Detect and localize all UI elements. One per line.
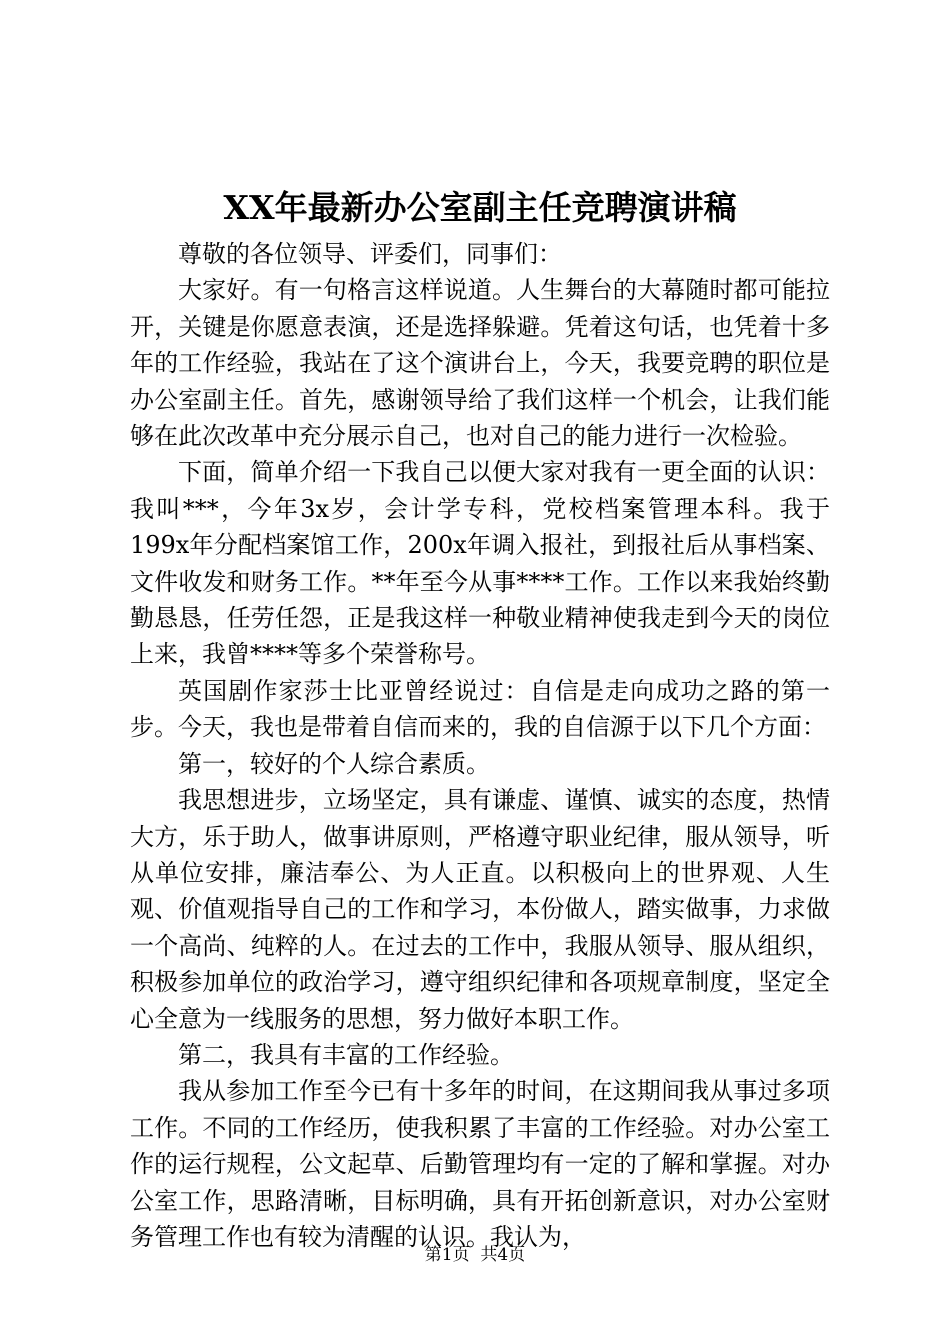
document-title: XX年最新办公室副主任竞聘演讲稿 <box>223 188 737 227</box>
document-body <box>130 236 830 1255</box>
page-number-footer: 第1页 共4页 <box>424 1245 526 1265</box>
paragraph-opening: 大家好。有一句格言这样说道。人生舞台的大幕随时都可能拉开，关键是你愿意表演，还是选择躲避。凭着这句话，也凭着十多年的工作经验，我站在了这个演讲台上，今天，我要竞聘的职位是办公室副主任。首先，感谢领导给了我们这样一个机会，让我们能够在此次改革中充分展示自己，也对自己的能力进行一次检验。 <box>130 276 830 451</box>
paragraph-work-experience: 我从参加工作至今已有十多年的时间，在这期间我从事过多项工作。不同的工作经历，使我积累了丰富的工作经验。对办公室工作的运行规程，公文起草、后勤管理均有一定的了解和掌握。对办公室工作，思路清晰，目标明确，具有开拓创新意识，对办公室财务管理工作也有较为清醒的认识。我认为， <box>130 1077 830 1251</box>
paragraph-confidence: 英国剧作家莎士比亚曾经说过：自信是走向成功之路的第一步。今天，我也是带着自信而来的，我的自信源于以下几个方面： <box>130 676 830 742</box>
paragraph-salutation: 尊敬的各位领导、评委们，同事们： <box>178 240 562 268</box>
paragraph-self-introduction: 下面，简单介绍一下我自己以便大家对我有一更全面的认识：我叫***，今年3x岁，会计学专科，党校档案管理本科。我于199x年分配档案馆工作，200x年调入报社，到报社后从事档案、文件收发和财务工作。**年至今从事****工作。工作以来我始终勤勤恳恳，任劳任怨，正是我这样一种敬业精神使我走到今天的岗位上来，我曾****等多个荣誉称号。 <box>130 458 830 669</box>
heading-point-one: 第一，较好的个人综合素质。 <box>178 749 490 778</box>
heading-point-two: 第二，我具有丰富的工作经验。 <box>178 1040 514 1069</box>
paragraph-personal-quality: 我思想进步，立场坚定，具有谦虚、谨慎、诚实的态度，热情大方，乐于助人，做事讲原则，严格遵守职业纪律，服从领导，听从单位安排，廉洁奉公、为人正直。以积极向上的世界观、人生观、价值观指导自己的工作和学习，本份做人，踏实做事，力求做一个高尚、纯粹的人。在过去的工作中，我服从领导、服从组织，积极参加单位的政治学习，遵守组织纪律和各项规章制度，坚定全心全意为一线服务的思想，努力做好本职工作。 <box>130 786 830 1033</box>
